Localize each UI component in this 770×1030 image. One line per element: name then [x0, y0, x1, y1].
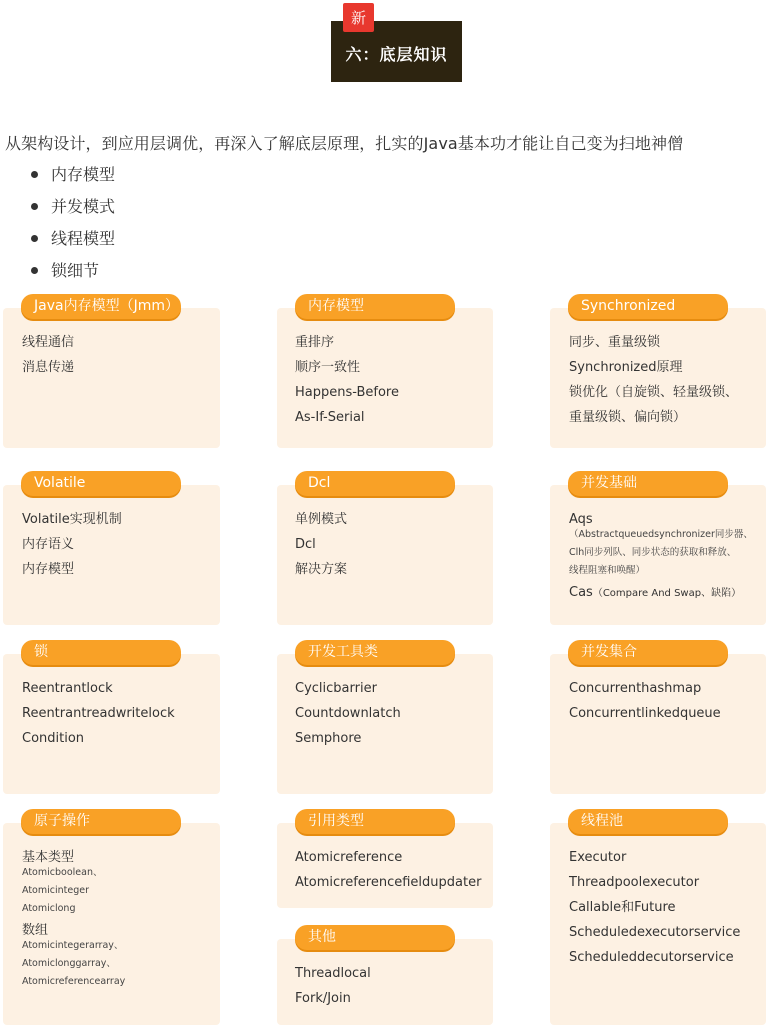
bullet-icon — [31, 171, 38, 178]
list-item: As-If-Serial — [295, 410, 365, 425]
list-item: 锁细节 — [28, 256, 115, 288]
list-item: Atomicinteger — [22, 885, 89, 896]
topic-list — [28, 160, 115, 288]
list-item: 重排序 — [295, 335, 335, 350]
intro-text: 从架构设计，到应用层调优，再深入了解底层原理，扎实的Java基本功才能让自己变为扫地神僧 — [5, 134, 684, 153]
list-item: 线程模型 — [28, 224, 115, 256]
list-item: Atomiclong — [22, 903, 76, 914]
list-item: 锁优化（自旋锁、轻量级锁、 — [569, 385, 739, 400]
card-title-memory-model: 内存模型 — [295, 294, 455, 319]
card-title-lock: 锁 — [21, 640, 181, 665]
list-item: Synchronized原理 — [569, 360, 683, 375]
list-item: Volatile实现机制 — [22, 512, 122, 527]
list-item: Atomicreference — [295, 850, 403, 865]
card-title-concurrency-basics: 并发基础 — [568, 471, 728, 496]
list-item: Threadpoolexecutor — [569, 875, 700, 890]
list-item: Scheduleddecutorservice — [569, 950, 734, 965]
list-item: Clh同步列队、同步状态的获取和释放、 — [569, 547, 737, 558]
card-title-volatile: Volatile — [21, 471, 181, 496]
list-item: 顺序一致性 — [295, 360, 361, 375]
card-items-dev-tools — [295, 676, 401, 751]
list-item: Reentrantlock — [22, 681, 113, 696]
card-items-lock — [22, 676, 175, 751]
card-title-reference-types: 引用类型 — [295, 809, 455, 834]
card-title-jmm: Java内存模型（Jmm） — [21, 294, 181, 319]
list-item: Reentrantreadwritelock — [22, 706, 175, 721]
list-item: Fork/Join — [295, 991, 351, 1006]
list-item: Concurrenthashmap — [569, 681, 702, 696]
list-item: Aqs — [569, 512, 593, 527]
list-item: （Abstractqueuedsynchronizer同步器、 — [569, 529, 753, 540]
list-item: Concurrentlinkedqueue — [569, 706, 721, 721]
list-item: Dcl — [295, 537, 316, 552]
card-title-thread-pool: 线程池 — [568, 809, 728, 834]
list-item: Callable和Future — [569, 900, 676, 915]
card-items-concurrency-basics — [569, 507, 753, 605]
card-items-synchronized — [569, 330, 738, 430]
card-title-concurrent-collections: 并发集合 — [568, 640, 728, 665]
list-item: 线程通信 — [22, 335, 75, 350]
list-item: 数组 — [22, 923, 49, 938]
card-items-dcl — [295, 507, 347, 582]
list-item: 内存模型 — [28, 160, 115, 192]
card-title-others: 其他 — [295, 925, 455, 950]
list-item: Atomicboolean、 — [22, 867, 103, 878]
card-items-atomic-ops — [22, 845, 125, 991]
bullet-icon — [31, 235, 38, 242]
list-item: Scheduledexecutorservice — [569, 925, 741, 940]
list-item: Atomicintegerarray、 — [22, 940, 124, 951]
list-item: 线程阻塞和唤醒） — [569, 565, 646, 576]
list-item: 消息传递 — [22, 360, 75, 375]
section-title: 六：底层知识 — [345, 45, 448, 64]
list-item: Countdownlatch — [295, 706, 401, 721]
card-items-memory-model — [295, 330, 399, 430]
list-item: Atomicreferencearray — [22, 976, 126, 987]
list-item: Atomiclonggarray、 — [22, 958, 116, 969]
list-item: Threadlocal — [295, 966, 371, 981]
new-badge: 新 — [343, 3, 374, 32]
list-item: 单例模式 — [295, 512, 348, 527]
card-items-others — [295, 961, 371, 1011]
card-title-atomic-ops: 原子操作 — [21, 809, 181, 834]
card-items-concurrent-collections — [569, 676, 721, 726]
card-items-volatile — [22, 507, 122, 582]
card-items-thread-pool — [569, 845, 740, 970]
list-item: 内存模型 — [22, 562, 75, 577]
card-title-synchronized: Synchronized — [568, 294, 728, 319]
list-item: Cyclicbarrier — [295, 681, 377, 696]
card-items-reference-types — [295, 845, 481, 895]
card-title-dev-tools: 开发工具类 — [295, 640, 455, 665]
list-item: 同步、重量级锁 — [569, 335, 661, 350]
card-title-dcl: Dcl — [295, 471, 455, 496]
list-item: 并发模式 — [28, 192, 115, 224]
list-item: 解决方案 — [295, 562, 348, 577]
list-item: 内存语义 — [22, 537, 75, 552]
card-items-jmm — [22, 330, 74, 380]
list-item: Atomicreferencefieldupdater — [295, 875, 482, 890]
list-item: Semphore — [295, 731, 362, 746]
bullet-icon — [31, 203, 38, 210]
list-item: 重量级锁、偏向锁） — [569, 410, 687, 425]
list-item: 基本类型 — [22, 850, 75, 865]
list-item: Cas（Compare And Swap、缺陷） — [569, 585, 742, 600]
list-item: Executor — [569, 850, 627, 865]
list-item: Condition — [22, 731, 85, 746]
list-item: Happens-Before — [295, 385, 399, 400]
bullet-icon — [31, 267, 38, 274]
